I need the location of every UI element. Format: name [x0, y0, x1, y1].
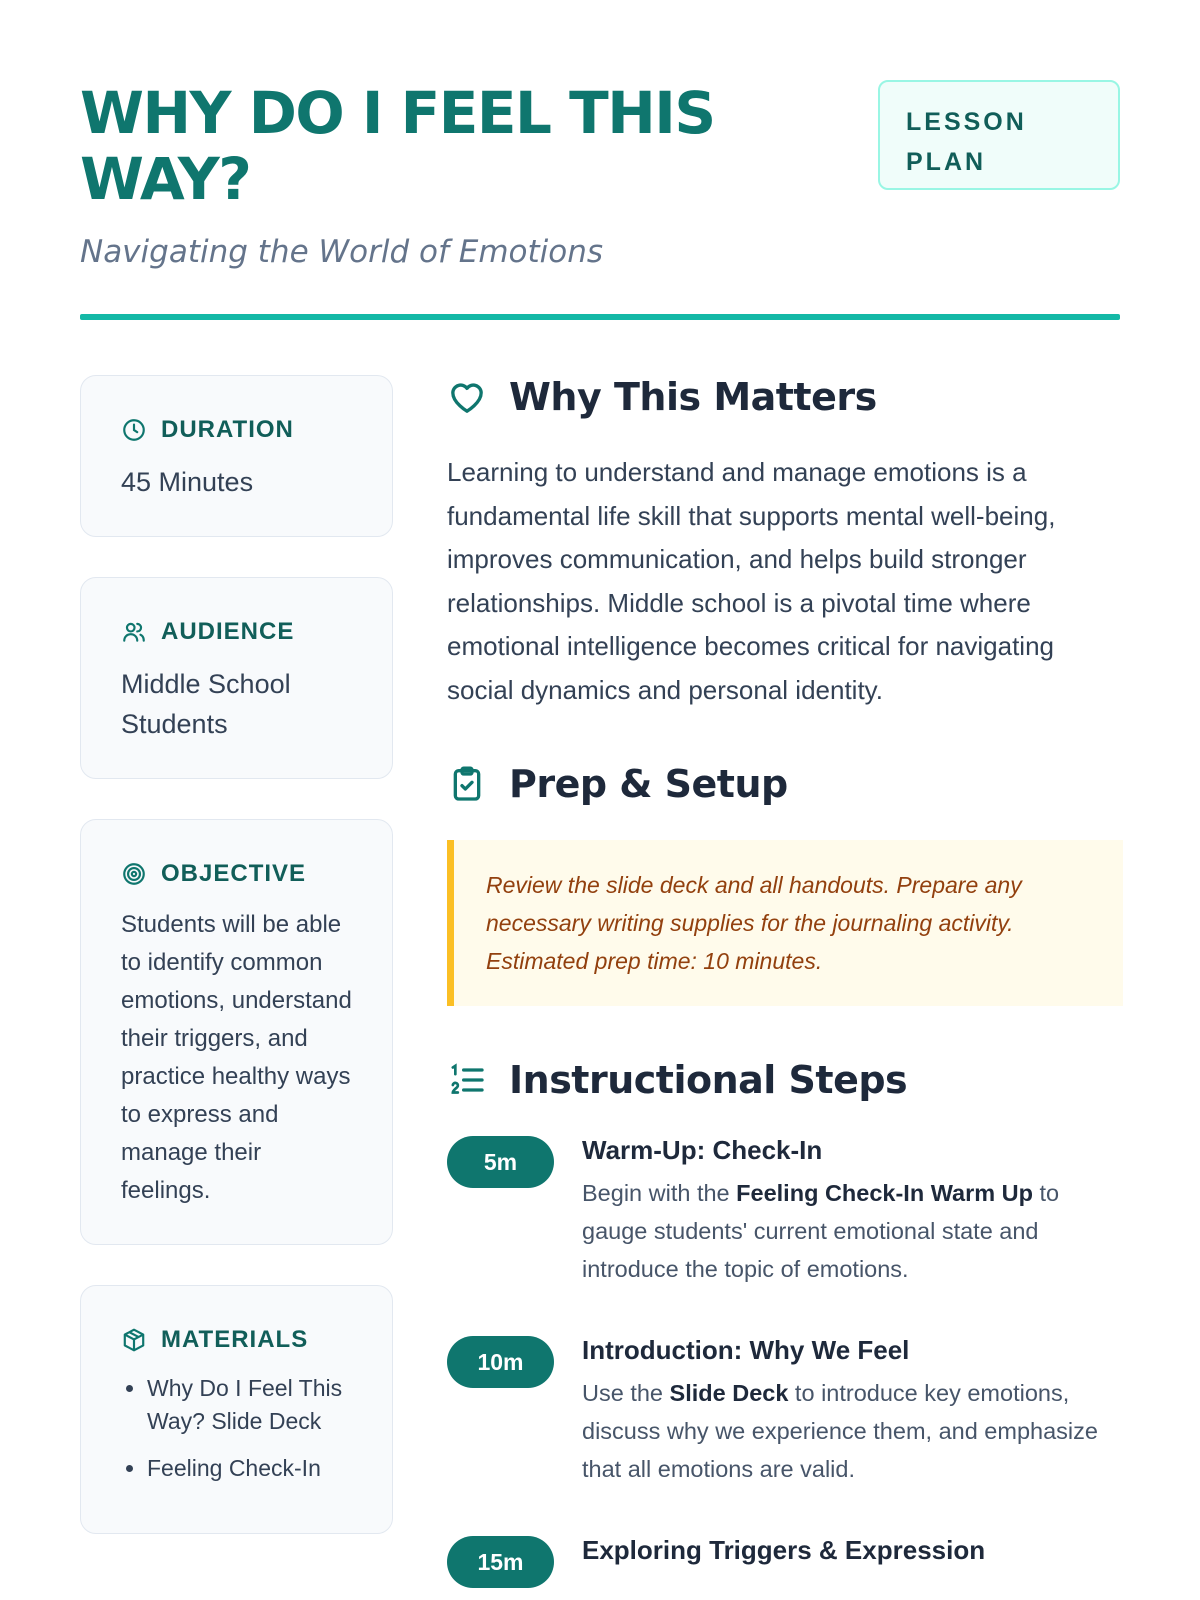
- audience-value-line-2: Students: [121, 709, 228, 739]
- why-matters-text: Learning to understand and manage emotions is a fundamental life skill that supports mental well-being, improves communication, and helps build stronger relationships. Middle school is a pivotal time where emotional intelligence becomes critical for navigating social dynamics and personal identity.: [447, 457, 1056, 705]
- section-title: Instructional Steps: [509, 1058, 908, 1102]
- page-title: WHY DO I FEEL THIS WAY?: [80, 79, 715, 213]
- duration-card: [80, 375, 393, 537]
- package-icon: [121, 1327, 147, 1353]
- materials-item: • Why Do I Feel This Way? Slide Deck: [147, 1372, 352, 1438]
- step-description: Use the Slide Deck to introduce key emotions, discuss why we experience them, and emphasize that all emotions are valid.: [582, 1380, 1098, 1482]
- section-title: Why This Matters: [509, 375, 877, 419]
- duration-label: DURATION: [161, 416, 294, 443]
- users-icon: [121, 619, 147, 645]
- audience-label: AUDIENCE: [161, 618, 295, 645]
- prep-setup-heading: [447, 762, 1123, 806]
- target-icon: [121, 861, 147, 887]
- section-title: Prep & Setup: [509, 762, 788, 806]
- objective-label: OBJECTIVE: [161, 860, 307, 887]
- audience-value-line-1: Middle School: [121, 669, 291, 699]
- prep-note: Review the slide deck and all handouts. Prepare any necessary writing supplies for the journaling activity. Estimated prep time: 10 minutes.: [447, 840, 1123, 1006]
- step-time-badge: 10m: [447, 1336, 554, 1388]
- sidebar: [80, 375, 393, 1574]
- clock-icon: [121, 417, 147, 443]
- why-matters-heading: [447, 375, 1123, 419]
- materials-list: [121, 1372, 352, 1485]
- audience-card: [80, 577, 393, 779]
- objective-card: [80, 819, 393, 1245]
- clipboard-check-icon: [447, 764, 487, 804]
- step-description: Begin with the Feeling Check-In Warm Up to gauge students' current emotional state and introduce the topic of emotions.: [582, 1180, 1060, 1282]
- objective-text: Students will be able to identify common emotions, understand their triggers, and practice healthy ways to express and manage their feelings.: [121, 911, 352, 1204]
- step-time-badge: 5m: [447, 1136, 554, 1188]
- lesson-plan-badge: [878, 80, 1120, 190]
- step-time-badge: 15m: [447, 1536, 554, 1588]
- step-title: Introduction: Why We Feel: [582, 1335, 910, 1365]
- step-item: [447, 1332, 1123, 1488]
- audience-value: [121, 664, 352, 744]
- materials-card: [80, 1285, 393, 1534]
- header-divider: [80, 314, 1120, 320]
- badge-line-2: PLAN: [906, 148, 987, 176]
- step-title: Exploring Triggers & Expression: [582, 1535, 986, 1565]
- step-item: [447, 1532, 1123, 1588]
- heart-icon: [447, 377, 487, 417]
- materials-label: MATERIALS: [161, 1326, 309, 1353]
- numbered-list-icon: [447, 1060, 487, 1100]
- step-item: [447, 1132, 1123, 1288]
- lesson-header: [80, 80, 1120, 270]
- steps-list: [447, 1132, 1123, 1588]
- step-title: Warm-Up: Check-In: [582, 1135, 823, 1165]
- duration-value: 45 Minutes: [121, 467, 254, 497]
- badge-line-1: LESSON: [906, 108, 1027, 136]
- materials-item: • Feeling Check-In: [147, 1452, 352, 1485]
- instructional-steps-heading: [447, 1058, 1123, 1102]
- page-subtitle: Navigating the World of Emotions: [80, 234, 604, 270]
- main-content: [447, 375, 1123, 1600]
